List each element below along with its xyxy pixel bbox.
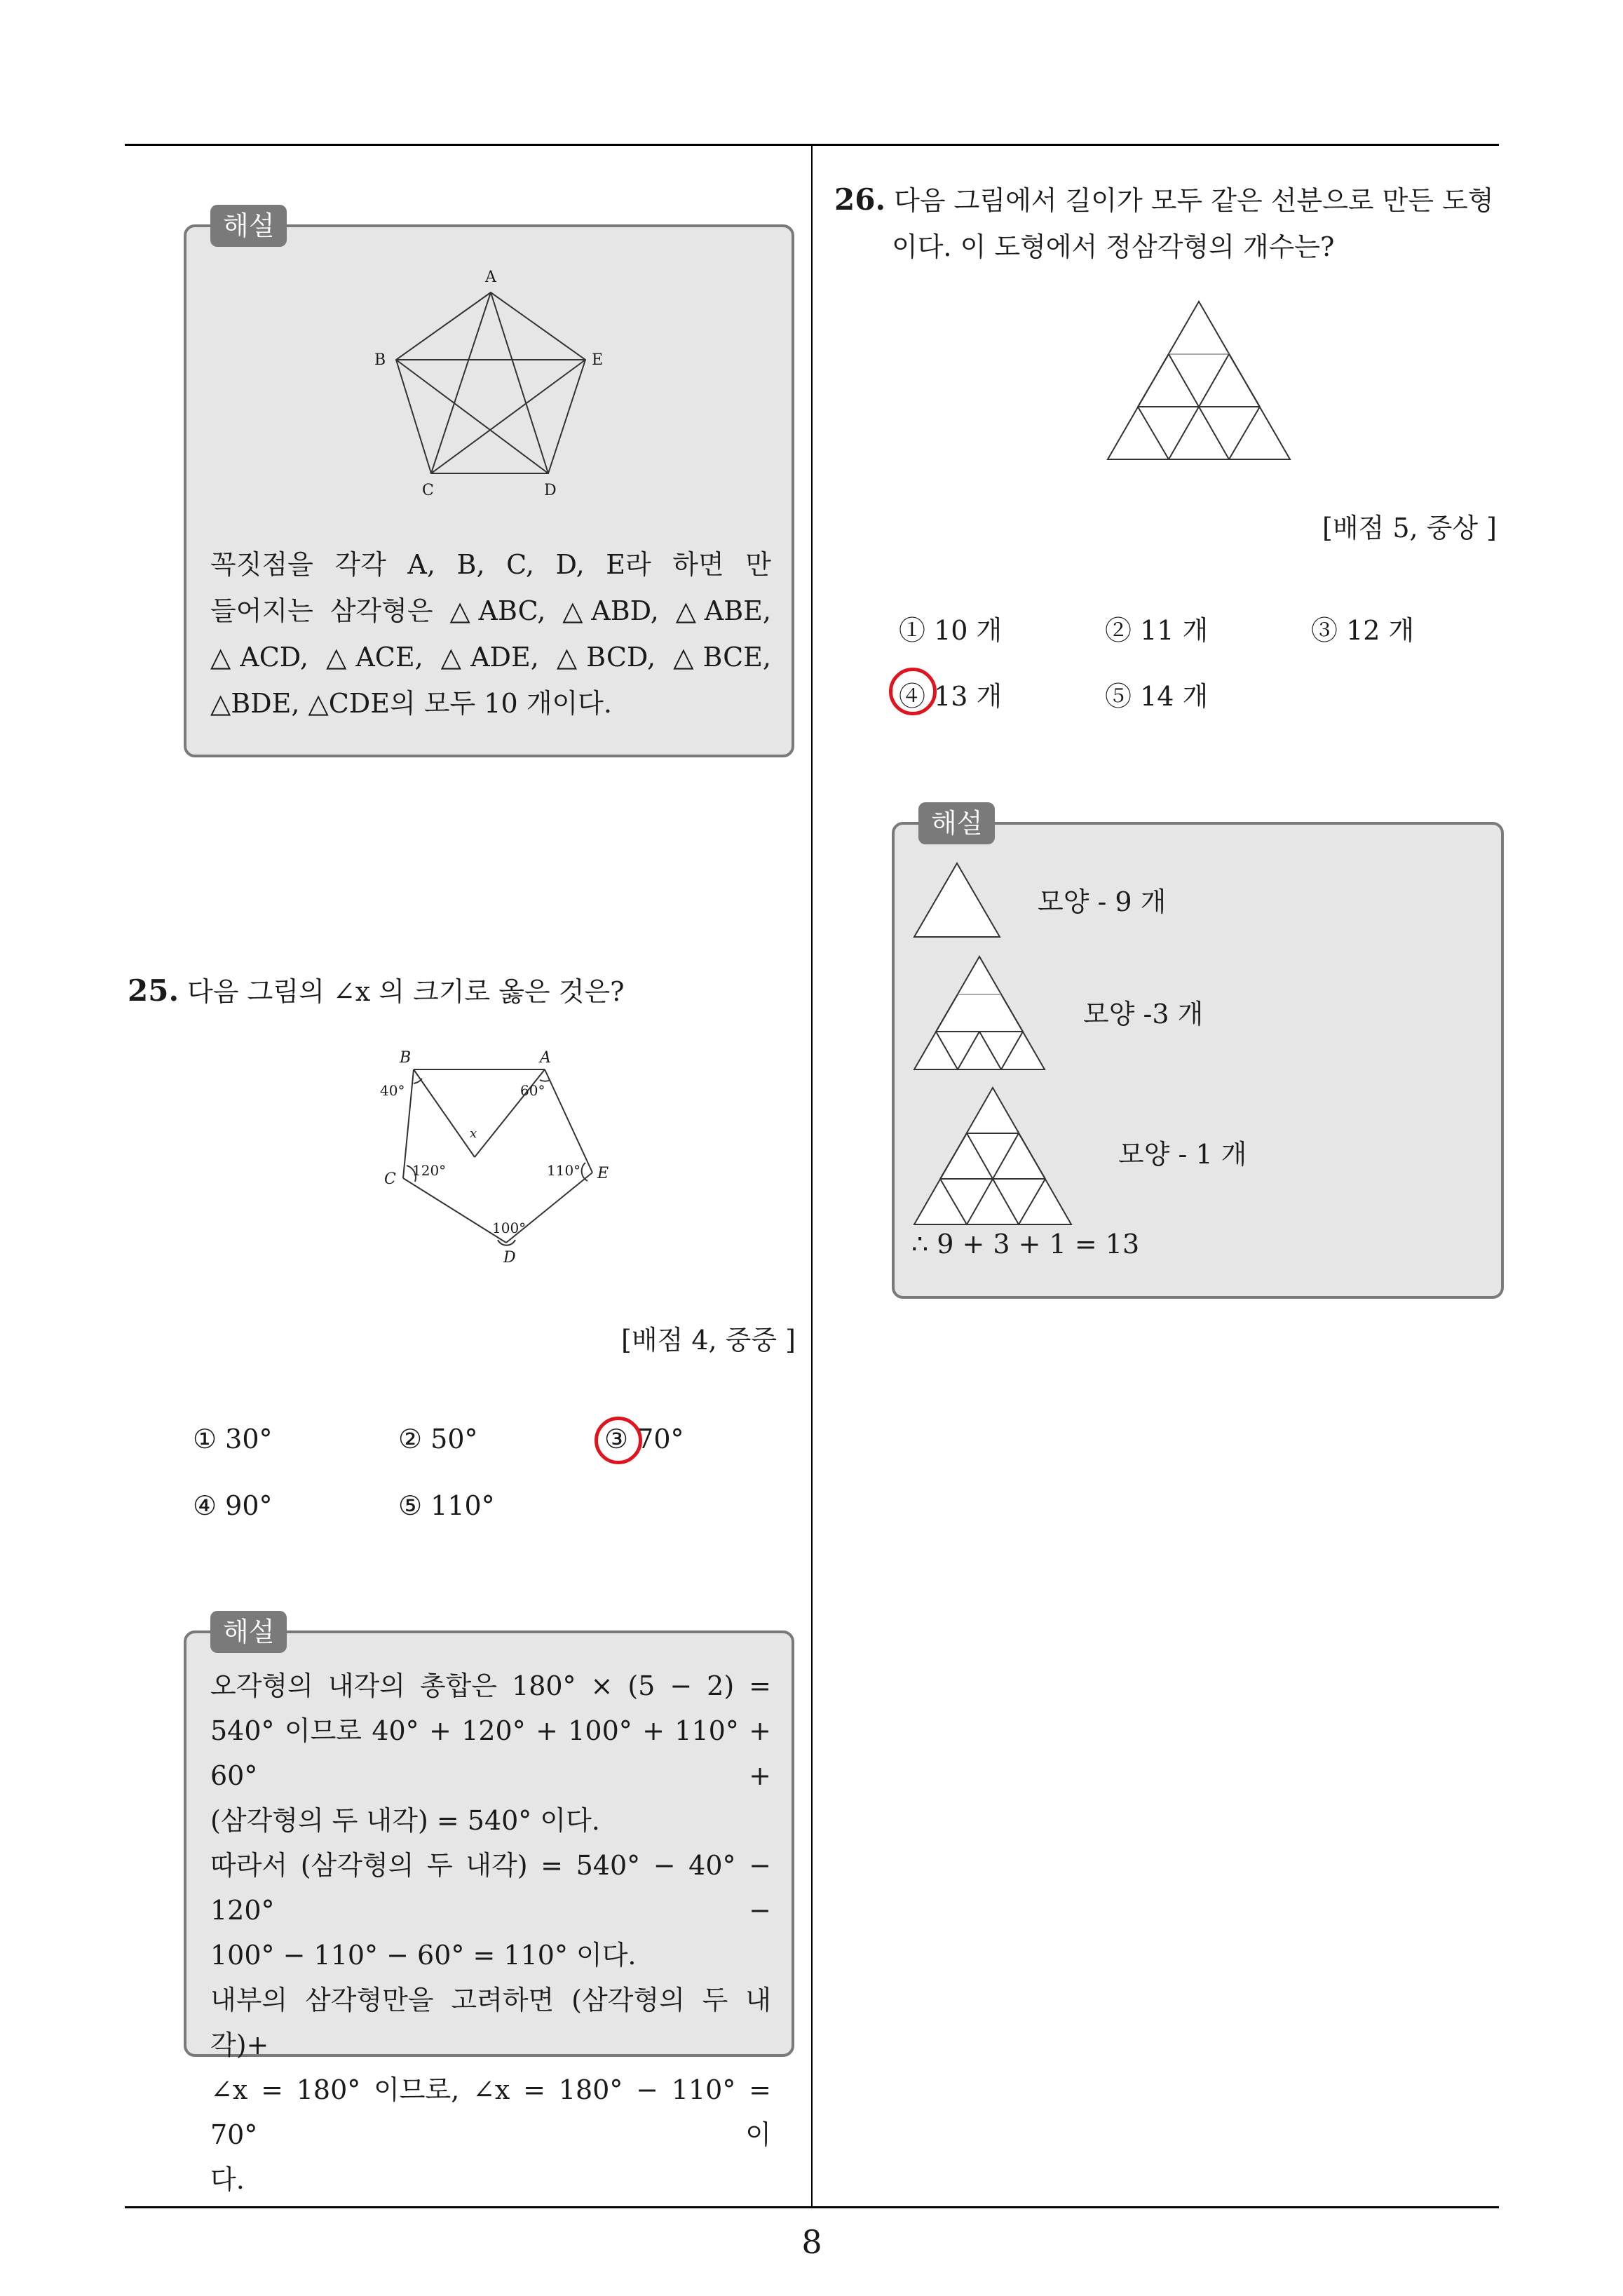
q25-choice-3[interactable]: ③ 70° [604, 1424, 684, 1454]
q25-label-C: C [384, 1170, 396, 1188]
q25-sol-line-8: 다. [210, 2164, 245, 2195]
diagonal-EC [431, 360, 585, 473]
pentagon-outline [396, 292, 585, 473]
q24-solution-tag: 해설 [210, 205, 287, 247]
q25-sol-line-1: 오각형의 내각의 총합은 180° × (5 − 2) = [210, 1670, 771, 1701]
q25-sol-line-2: 540° 이므로 40° + 120° + 100° + 110° + 60° + [210, 1715, 771, 1791]
q25-sol-line-5: 100° − 110° − 60° = 110° 이다. [210, 1940, 637, 1971]
q25-angle-D: 100° [492, 1220, 527, 1236]
q26-solution-tag: 해설 [918, 802, 995, 844]
q26-question [834, 177, 1507, 270]
column-divider [811, 146, 813, 2208]
q26-choice-4[interactable]: ④ 13 개 [899, 681, 1003, 712]
q26-triangle-figure [1104, 298, 1293, 463]
q25-pentagon-figure [372, 1045, 624, 1276]
q24-pentagram-figure [365, 259, 617, 505]
bottom-rule [125, 2206, 1499, 2208]
q25-choice-5[interactable]: ⑤ 110° [398, 1490, 495, 1521]
q25-solution-text [210, 1663, 771, 2202]
label-A: A [485, 269, 496, 286]
q25-label-x: x [470, 1126, 477, 1141]
label-C: C [422, 482, 434, 499]
q26-text-line-1: 다음 그림에서 길이가 모두 같은 선분으로 만든 도형 [894, 185, 1494, 216]
q26-sol-single-triangle [911, 861, 1003, 940]
q26-choice-1[interactable]: ① 10 개 [899, 615, 1003, 646]
q26-text-line-2: 이다. 이 도형에서 정삼각형의 개수는? [892, 231, 1335, 262]
label-B: B [374, 351, 386, 369]
q26-points: [배점 5, 중상 ] [1322, 513, 1497, 543]
label-E: E [592, 351, 604, 369]
q25-angle-C: 120° [412, 1162, 447, 1179]
q25-angle-B: 40° [380, 1082, 405, 1099]
q25-choice-1[interactable]: ① 30° [193, 1424, 273, 1454]
q25-label-D: D [503, 1249, 516, 1267]
q25-angle-A: 60° [520, 1082, 545, 1099]
q26-choice-5[interactable]: ⑤ 14 개 [1105, 681, 1209, 712]
q26-sol-conclusion: ∴ 9 + 3 + 1 = 13 [911, 1229, 1140, 1260]
q25-sol-line-7: ∠x = 180° 이므로, ∠x = 180° − 110° = 70° 이 [210, 2074, 771, 2150]
q25-choice-2[interactable]: ② 50° [398, 1424, 478, 1454]
q25-solution-tag: 해설 [210, 1611, 287, 1653]
q25-sol-line-4: 따라서 (삼각형의 두 내각) = 540° − 40° − 120° − [210, 1850, 771, 1926]
q26-sol-row-2: 모양 -3 개 [1083, 999, 1204, 1029]
q25-sol-line-6: 내부의 삼각형만을 고려하면 (삼각형의 두 내각)+ [210, 1985, 771, 2060]
q26-sol-medium-triangle [911, 954, 1048, 1073]
q24-sol-line-1: 꼭짓점을 각각 A, B, C, D, E라 하면 만 [210, 549, 771, 580]
q26-sol-large-triangle [911, 1086, 1074, 1227]
diagonal-AC [431, 292, 491, 473]
q26-choice-2[interactable]: ② 11 개 [1105, 615, 1209, 646]
page-number: 8 [801, 2223, 822, 2261]
q25-label-A: A [540, 1049, 551, 1067]
q25-number: 25. [128, 973, 179, 1008]
q25-points: [배점 4, 중중 ] [621, 1325, 796, 1356]
diagonal-AD [491, 292, 548, 473]
q25-answer-mark [595, 1417, 642, 1464]
q26-number: 26. [834, 182, 886, 217]
q26-choice-3[interactable]: ③ 12 개 [1311, 615, 1415, 646]
q25-question [128, 968, 801, 1015]
q26-sol-row-3: 모양 - 1 개 [1118, 1139, 1247, 1170]
diagonal-BD [396, 360, 548, 473]
q26-answer-mark [889, 668, 937, 715]
label-D: D [544, 482, 557, 499]
q24-sol-line-3: △ACD, △ACE, △ADE, △BCD, △BCE, [210, 642, 771, 673]
q24-sol-line-4: △BDE, △CDE의 모두 10 개이다. [210, 688, 612, 719]
q25-label-E: E [597, 1165, 609, 1182]
q24-solution-text [210, 541, 771, 727]
q26-sol-row-1: 모양 - 9 개 [1038, 886, 1167, 917]
q25-angle-E: 110° [547, 1162, 581, 1179]
q24-sol-line-2: 들어지는 삼각형은 △ABC, △ABD, △ABE, [210, 595, 771, 626]
q25-text: 다음 그림의 ∠x 의 크기로 옳은 것은? [187, 976, 625, 1007]
q25-label-B: B [400, 1049, 412, 1067]
q25-choice-4[interactable]: ④ 90° [193, 1490, 273, 1521]
q25-sol-line-3: (삼각형의 두 내각) = 540° 이다. [210, 1805, 600, 1836]
